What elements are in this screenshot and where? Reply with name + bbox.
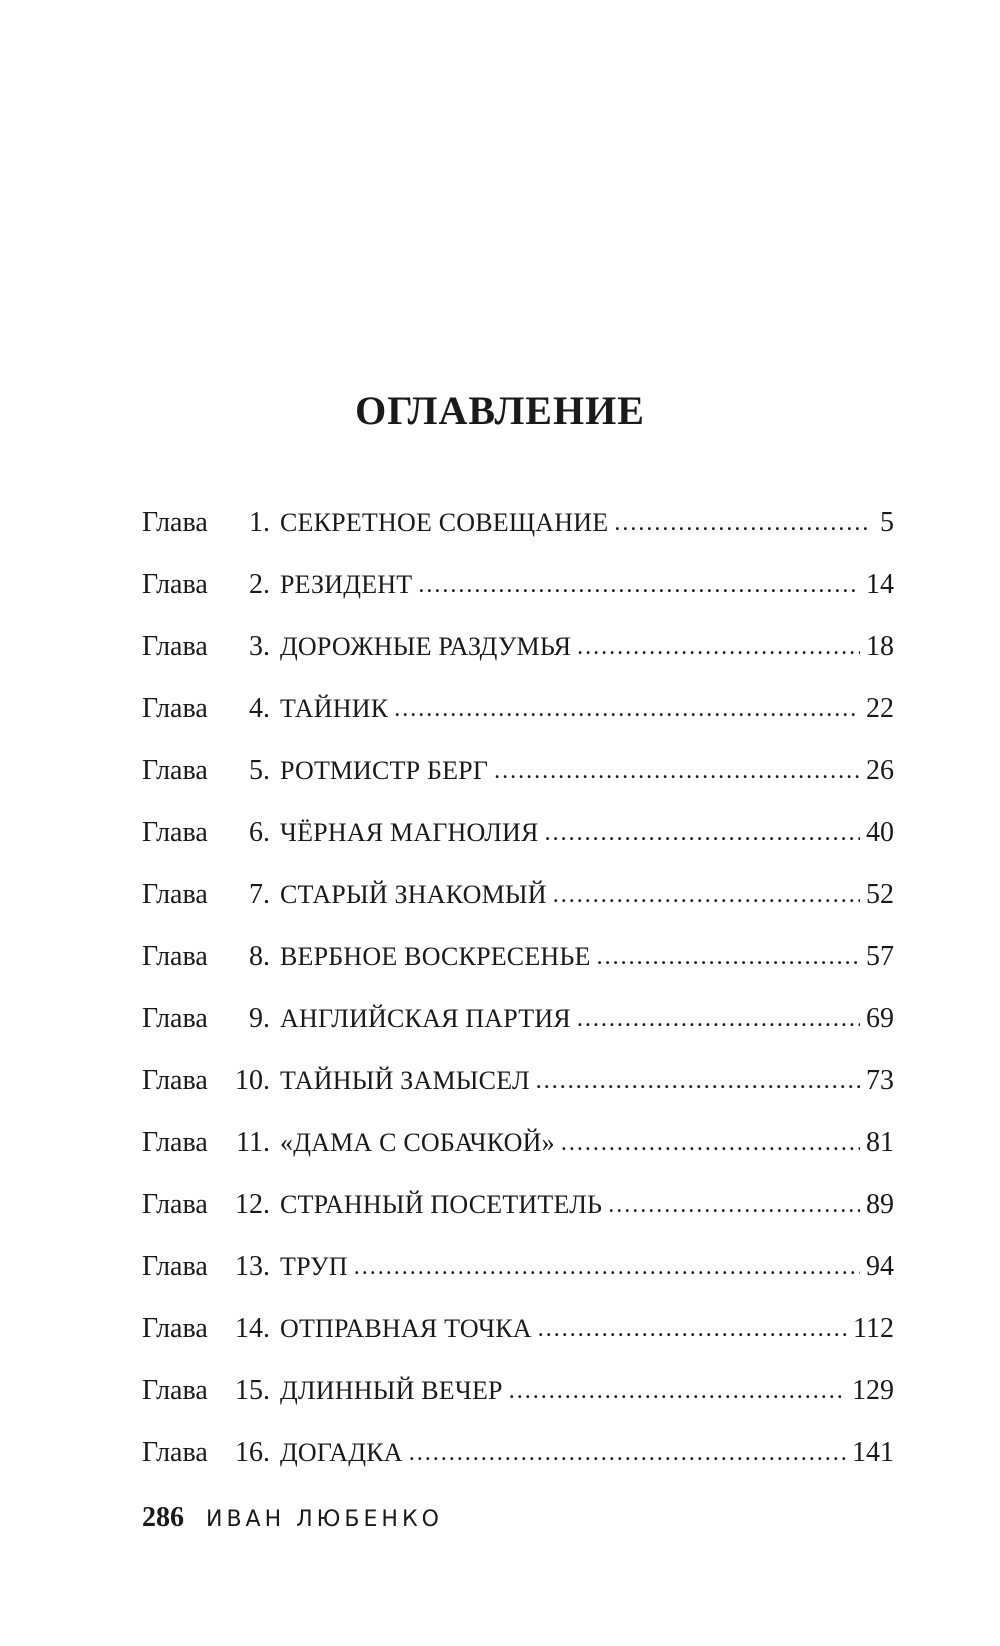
chapter-number: 5. xyxy=(249,755,270,786)
chapter-page: 14 xyxy=(866,569,894,600)
chapter-title: ТАЙНИК xyxy=(280,694,389,723)
chapter-word: Глава xyxy=(142,1003,208,1034)
dot-leader xyxy=(509,1379,846,1403)
dot-leader xyxy=(561,1131,860,1155)
chapter-word: Глава xyxy=(142,879,208,910)
chapter-word: Глава xyxy=(142,941,208,972)
chapter-word: Глава xyxy=(142,1251,208,1282)
chapter-number: 8. xyxy=(249,941,270,972)
toc-entry xyxy=(142,616,894,678)
chapter-title: ТАЙНЫЙ ЗАМЫСЕЛ xyxy=(280,1066,530,1095)
footer-page-number: 286 xyxy=(142,1502,184,1533)
chapter-title: ВЕРБНОЕ ВОСКРЕСЕНЬЕ xyxy=(280,942,591,971)
chapter-word: Глава xyxy=(142,569,208,600)
chapter-page: 40 xyxy=(866,817,894,848)
dot-leader xyxy=(418,573,860,597)
chapter-word: Глава xyxy=(142,1189,208,1220)
chapter-word: Глава xyxy=(142,507,208,538)
chapter-title: ТРУП xyxy=(280,1252,348,1281)
chapter-word: Глава xyxy=(142,1127,208,1158)
dot-leader xyxy=(536,1069,860,1093)
dot-leader xyxy=(608,1193,860,1217)
chapter-number: 10. xyxy=(235,1065,270,1096)
chapter-title: ДОГАДКА xyxy=(280,1438,403,1467)
chapter-word: Глава xyxy=(142,1065,208,1096)
chapter-page: 94 xyxy=(866,1251,894,1282)
chapter-word: Глава xyxy=(142,1313,208,1344)
chapter-page: 141 xyxy=(852,1437,894,1468)
chapter-page: 73 xyxy=(866,1065,894,1096)
chapter-page: 22 xyxy=(866,693,894,724)
chapter-page: 112 xyxy=(853,1313,894,1344)
chapter-page: 69 xyxy=(866,1003,894,1034)
chapter-title: РЕЗИДЕНТ xyxy=(280,570,413,599)
chapter-word: Глава xyxy=(142,817,208,848)
toc-entry xyxy=(142,1174,894,1236)
chapter-page: 18 xyxy=(866,631,894,662)
toc-entry xyxy=(142,492,894,554)
chapter-title: СТАРЫЙ ЗНАКОМЫЙ xyxy=(280,880,547,909)
chapter-number: 7. xyxy=(249,879,270,910)
chapter-number: 11. xyxy=(236,1127,270,1158)
toc-entry xyxy=(142,740,894,802)
chapter-title: ДЛИННЫЙ ВЕЧЕР xyxy=(280,1376,503,1405)
toc-entry xyxy=(142,678,894,740)
dot-leader xyxy=(577,1007,860,1031)
chapter-number: 13. xyxy=(235,1251,270,1282)
running-footer xyxy=(142,1502,443,1534)
chapter-title: СТРАННЫЙ ПОСЕТИТЕЛЬ xyxy=(280,1190,603,1219)
chapter-title: ЧЁРНАЯ МАГНОЛИЯ xyxy=(280,818,539,847)
chapter-page: 57 xyxy=(866,941,894,972)
chapter-title: «ДАМА С СОБАЧКОЙ» xyxy=(280,1128,555,1157)
toc-entry xyxy=(142,926,894,988)
chapter-page: 52 xyxy=(866,879,894,910)
dot-leader xyxy=(597,945,860,969)
chapter-title: ОТПРАВНАЯ ТОЧКА xyxy=(280,1314,532,1343)
chapter-number: 15. xyxy=(235,1375,270,1406)
chapter-title: РОТМИСТР БЕРГ xyxy=(280,756,489,785)
toc-entry xyxy=(142,1422,894,1484)
chapter-number: 1. xyxy=(249,507,270,538)
toc-entry xyxy=(142,802,894,864)
toc-entry xyxy=(142,1050,894,1112)
page-title: ОГЛАВЛЕНИЕ xyxy=(355,387,645,433)
footer-author: ИВАН ЛЮБЕНКО xyxy=(206,1507,443,1532)
toc-entry xyxy=(142,1298,894,1360)
chapter-title: АНГЛИЙСКАЯ ПАРТИЯ xyxy=(280,1004,571,1033)
toc-entry xyxy=(142,1360,894,1422)
dot-leader xyxy=(394,697,860,721)
dot-leader xyxy=(553,883,860,907)
chapter-word: Глава xyxy=(142,631,208,662)
chapter-number: 4. xyxy=(249,693,270,724)
chapter-page: 81 xyxy=(866,1127,894,1158)
chapter-title: СЕКРЕТНОЕ СОВЕЩАНИЕ xyxy=(280,508,609,537)
toc-entry xyxy=(142,554,894,616)
chapter-number: 12. xyxy=(235,1189,270,1220)
chapter-number: 3. xyxy=(249,631,270,662)
toc-entry xyxy=(142,988,894,1050)
chapter-word: Глава xyxy=(142,693,208,724)
dot-leader xyxy=(577,635,860,659)
dot-leader xyxy=(409,1441,846,1465)
chapter-page: 129 xyxy=(852,1375,894,1406)
chapter-number: 14. xyxy=(235,1313,270,1344)
toc-entry xyxy=(142,1236,894,1298)
chapter-page: 26 xyxy=(866,755,894,786)
table-of-contents xyxy=(142,492,894,1484)
dot-leader xyxy=(354,1255,860,1279)
chapter-number: 16. xyxy=(235,1437,270,1468)
chapter-title: ДОРОЖНЫЕ РАЗДУМЬЯ xyxy=(280,632,572,661)
dot-leader xyxy=(538,1317,847,1341)
chapter-word: Глава xyxy=(142,755,208,786)
toc-entry xyxy=(142,864,894,926)
chapter-number: 6. xyxy=(249,817,270,848)
dot-leader xyxy=(614,511,868,535)
toc-entry xyxy=(142,1112,894,1174)
chapter-word: Глава xyxy=(142,1375,208,1406)
dot-leader xyxy=(545,821,860,845)
chapter-number: 9. xyxy=(249,1003,270,1034)
chapter-word: Глава xyxy=(142,1437,208,1468)
dot-leader xyxy=(494,759,860,783)
chapter-page: 89 xyxy=(866,1189,894,1220)
chapter-number: 2. xyxy=(249,569,270,600)
chapter-page: 5 xyxy=(880,507,894,538)
